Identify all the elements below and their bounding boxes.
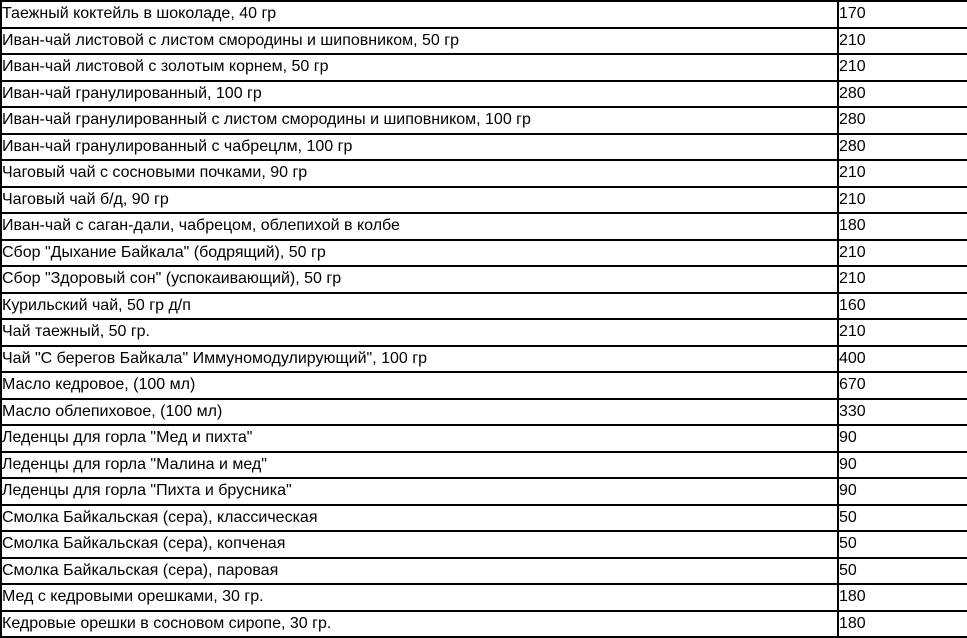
- table-row: [1, 584, 967, 611]
- item-price-cell[interactable]: 160: [838, 293, 967, 320]
- item-name-cell[interactable]: Чаговый чай с сосновыми почками, 90 гр: [1, 160, 838, 187]
- item-name-cell[interactable]: Иван-чай гранулированный с чабрецлм, 100 гр: [1, 134, 838, 161]
- item-price-cell[interactable]: 280: [838, 134, 967, 161]
- table-row: [1, 81, 967, 108]
- item-name-cell[interactable]: Сбор "Дыхание Байкала" (бодрящий), 50 гр: [1, 240, 838, 267]
- table-row: [1, 425, 967, 452]
- table-row: [1, 293, 967, 320]
- item-price-cell[interactable]: 210: [838, 54, 967, 81]
- table-row: [1, 107, 967, 134]
- table-row: [1, 266, 967, 293]
- item-price-cell[interactable]: 50: [838, 531, 967, 558]
- table-row: [1, 611, 967, 638]
- table-row: [1, 134, 967, 161]
- table-row: [1, 319, 967, 346]
- item-price-cell[interactable]: 210: [838, 187, 967, 214]
- item-price-cell[interactable]: 280: [838, 107, 967, 134]
- item-price-cell[interactable]: 50: [838, 505, 967, 532]
- item-name-cell[interactable]: Сбор "Здоровый сон" (успокаивающий), 50 гр: [1, 266, 838, 293]
- item-price-cell[interactable]: 90: [838, 425, 967, 452]
- item-price-cell[interactable]: 210: [838, 319, 967, 346]
- table-row: [1, 54, 967, 81]
- item-name-cell[interactable]: Иван-чай гранулированный с листом смородины и шиповником, 100 гр: [1, 107, 838, 134]
- item-price-cell[interactable]: 210: [838, 266, 967, 293]
- item-name-cell[interactable]: Смолка Байкальская (сера), копченая: [1, 531, 838, 558]
- item-name-cell[interactable]: Леденцы для горла "Мед и пихта": [1, 425, 838, 452]
- item-price-cell[interactable]: 400: [838, 346, 967, 373]
- item-name-cell[interactable]: Иван-чай листовой с листом смородины и шиповником, 50 гр: [1, 28, 838, 55]
- table-row: [1, 399, 967, 426]
- item-name-cell[interactable]: Леденцы для горла "Малина и мед": [1, 452, 838, 479]
- table-row: [1, 372, 967, 399]
- item-price-cell[interactable]: 210: [838, 240, 967, 267]
- table-row: [1, 213, 967, 240]
- price-table-body: [1, 1, 967, 637]
- item-name-cell[interactable]: Чай "С берегов Байкала" Иммуномодулирующий", 100 гр: [1, 346, 838, 373]
- table-row: [1, 478, 967, 505]
- item-name-cell[interactable]: Чай таежный, 50 гр.: [1, 319, 838, 346]
- table-row: [1, 505, 967, 532]
- table-row: [1, 240, 967, 267]
- item-name-cell[interactable]: Иван-чай с саган-дали, чабрецом, облепихой в колбе: [1, 213, 838, 240]
- item-name-cell[interactable]: Масло кедровое, (100 мл): [1, 372, 838, 399]
- item-name-cell[interactable]: Чаговый чай б/д, 90 гр: [1, 187, 838, 214]
- item-name-cell[interactable]: Смолка Байкальская (сера), паровая: [1, 558, 838, 585]
- item-name-cell[interactable]: Масло облепиховое, (100 мл): [1, 399, 838, 426]
- item-price-cell[interactable]: 90: [838, 478, 967, 505]
- item-price-cell[interactable]: 180: [838, 611, 967, 638]
- item-name-cell[interactable]: Таежный коктейль в шоколаде, 40 гр: [1, 1, 838, 28]
- item-name-cell[interactable]: Леденцы для горла "Пихта и брусника": [1, 478, 838, 505]
- item-price-cell[interactable]: 670: [838, 372, 967, 399]
- table-row: [1, 531, 967, 558]
- table-row: [1, 1, 967, 28]
- item-price-cell[interactable]: 180: [838, 584, 967, 611]
- table-row: [1, 160, 967, 187]
- item-name-cell[interactable]: Иван-чай гранулированный, 100 гр: [1, 81, 838, 108]
- item-name-cell[interactable]: Смолка Байкальская (сера), классическая: [1, 505, 838, 532]
- item-price-cell[interactable]: 330: [838, 399, 967, 426]
- table-row: [1, 187, 967, 214]
- item-price-cell[interactable]: 90: [838, 452, 967, 479]
- table-row: [1, 452, 967, 479]
- table-row: [1, 28, 967, 55]
- table-row: [1, 558, 967, 585]
- item-name-cell[interactable]: Иван-чай листовой с золотым корнем, 50 гр: [1, 54, 838, 81]
- table-row: [1, 346, 967, 373]
- item-price-cell[interactable]: 180: [838, 213, 967, 240]
- item-price-cell[interactable]: 210: [838, 160, 967, 187]
- item-name-cell[interactable]: Курильский чай, 50 гр д/п: [1, 293, 838, 320]
- item-price-cell[interactable]: 170: [838, 1, 967, 28]
- item-name-cell[interactable]: Мед с кедровыми орешками, 30 гр.: [1, 584, 838, 611]
- item-name-cell[interactable]: Кедровые орешки в сосновом сиропе, 30 гр.: [1, 611, 838, 638]
- item-price-cell[interactable]: 280: [838, 81, 967, 108]
- item-price-cell[interactable]: 50: [838, 558, 967, 585]
- item-price-cell[interactable]: 210: [838, 28, 967, 55]
